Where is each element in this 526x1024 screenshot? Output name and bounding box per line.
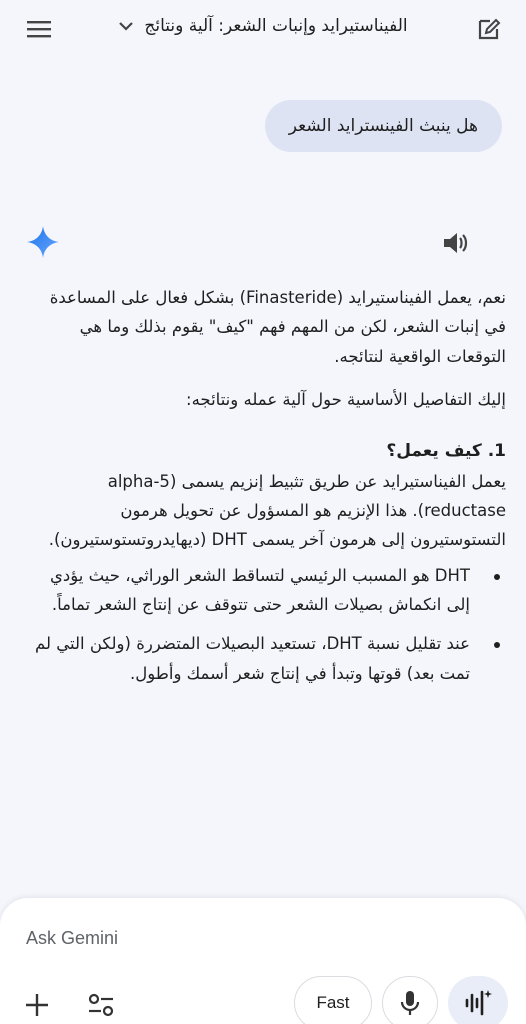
menu-icon[interactable] bbox=[22, 12, 56, 46]
chevron-down-icon bbox=[118, 16, 134, 36]
microphone-button[interactable] bbox=[382, 976, 438, 1024]
model-mode-button[interactable]: Fast bbox=[294, 976, 372, 1024]
response-intro: نعم، يعمل الفيناستيرايد (Finasteride) بشكل فعال على المساعدة في إنبات الشعر، لكن من المهم فهم "كيف" يقوم بذلك وما هي التوقعات الواقعية لنتائجه. bbox=[49, 288, 506, 366]
live-button[interactable] bbox=[448, 976, 508, 1024]
gemini-sparkle-icon bbox=[26, 225, 60, 259]
microphone-icon bbox=[400, 989, 420, 1017]
conversation-title[interactable] bbox=[96, 16, 430, 36]
title-text: الفيناستيرايد وإنبات الشعر: آلية ونتائج bbox=[144, 16, 408, 36]
plus-icon[interactable] bbox=[24, 992, 50, 1018]
edit-icon[interactable] bbox=[472, 12, 506, 46]
list-item: عند تقليل نسبة DHT، تستعيد البصيلات المتضررة (ولكن التي لم تمت بعد) قوتها وتبدأ في إنتاج شعر أسمك وأطول. bbox=[34, 629, 506, 688]
composer-panel bbox=[0, 898, 526, 1024]
list-item: DHT هو المسبب الرئيسي لتساقط الشعر الوراثي، حيث يؤدي إلى انكماش بصيلات الشعر حتى تتوقف عن إنتاج الشعر تماماً. bbox=[34, 561, 506, 620]
model-response bbox=[34, 283, 506, 698]
live-waveform-icon bbox=[463, 988, 493, 1018]
response-lead: إليك التفاصيل الأساسية حول آلية عمله ونتائجه: bbox=[186, 390, 506, 410]
section-1-heading: 1. كيف يعمل؟ bbox=[386, 441, 506, 462]
tools-icon[interactable] bbox=[86, 992, 116, 1018]
speaker-icon[interactable] bbox=[440, 228, 470, 258]
bullet-list bbox=[34, 561, 506, 688]
prompt-input[interactable]: Ask Gemini bbox=[26, 928, 119, 948]
section-1-body: يعمل الفيناستيرايد عن طريق تثبيط إنزيم يسمى (alpha-5 reductase). هذا الإنزيم هو المسؤول عن تحويل هرمون التستوستيرون إلى هرمون آخر يسمى DHT (ديهايدروتستوستيرون). bbox=[48, 471, 506, 550]
user-message-bubble: هل ينبث الفينسترايد الشعر bbox=[265, 100, 502, 152]
